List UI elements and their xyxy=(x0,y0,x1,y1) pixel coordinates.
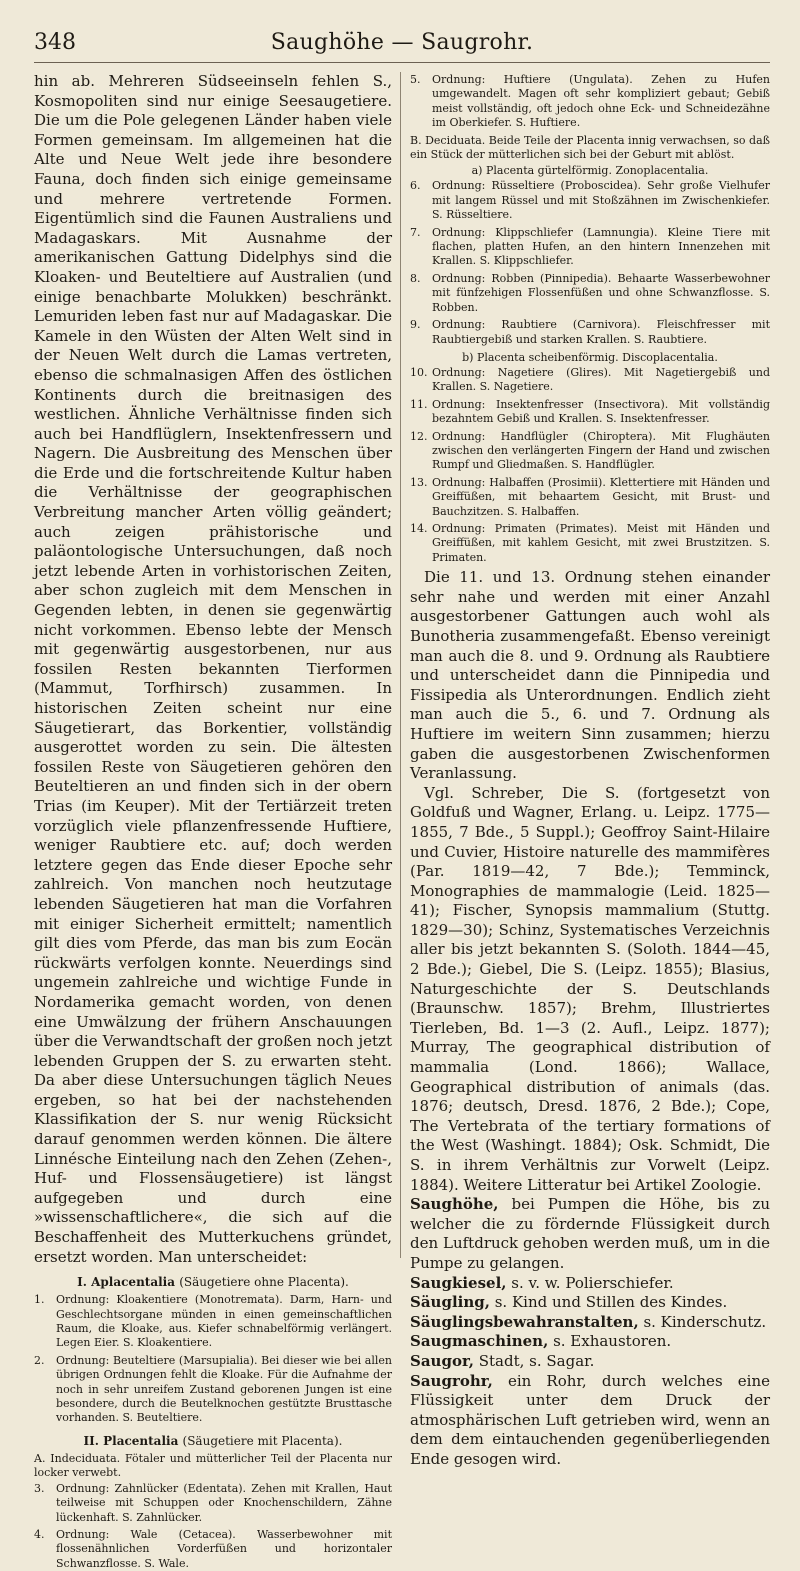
order-description: Ordnung: Handflügler (Chiroptera). Mit Flughäuten zwischen den verlängerten Fingern der Hand und zwischen Rumpf und Gliedmaßen. S. Handflügler. xyxy=(432,429,770,472)
page-header xyxy=(34,28,770,63)
order-item xyxy=(34,1482,392,1525)
summary-paragraph: Die 11. und 13. Ordnung stehen einander sehr nahe und werden mit einer Anzahl ausgestorbener Gattungen auch wohl als Bunotheria zusammengefaßt. Ebenso vereinigt man auch die 8. und 9. Ordnung als Raubtiere und unterscheidet dann die Pinnipedia und Fissipedia als Unterordnungen. Endlich zieht man auch die 5., 6. und 7. Ordnung als Huftiere im weitern Sinn zusammen; hierzu gaben die ausgestorbenen Zwischenformen Veranlassung. xyxy=(410,568,770,783)
entry-term: Säugling, xyxy=(410,1293,490,1312)
order-list xyxy=(34,1482,392,1571)
order-description: Ordnung: Robben (Pinnipedia). Behaarte Wasserbewohner mit fünfzehigen Flossenfüßen und ohne Schwanzflosse. S. Robben. xyxy=(432,271,770,314)
entry-term: Saugkiesel, xyxy=(410,1273,507,1292)
order-number: 11. xyxy=(410,397,428,411)
order-number: 5. xyxy=(410,73,421,86)
order-number: 14. xyxy=(410,521,428,535)
entry-term: Saugor, xyxy=(410,1351,474,1370)
section-note: (Säugetiere mit Placenta). xyxy=(182,1433,343,1448)
order-description: Ordnung: Nagetiere (Glires). Mit Nagetiergebiß und Krallen. S. Nagetiere. xyxy=(432,365,770,394)
order-description: Ordnung: Rüsseltiere (Proboscidea). Sehr große Vielhufer mit langem Rüssel und mit Stoßzähnen im Zwischenkiefer. S. Rüsseltiere. xyxy=(432,179,770,222)
order-description: Ordnung: Halbaffen (Prosimii). Klettertiere mit Händen und Greiffüßen, mit behaartem Gesicht, mit Brust- und Bauchzitzen. S. Halbaffen. xyxy=(432,475,770,518)
entry-term: Saugrohr, xyxy=(410,1371,493,1390)
page-number: 348 xyxy=(34,30,76,55)
section-numeral: II. xyxy=(83,1433,99,1448)
group-deciduata: B. Deciduata. Beide Teile der Placenta innig verwachsen, so daß ein Stück der mütterlichen sich bei der Geburt mit ablöst. xyxy=(410,133,770,162)
entry-term: Säuglingsbewahranstalten, xyxy=(410,1312,639,1331)
entry-definition: Stadt, s. Sagar. xyxy=(473,1351,595,1370)
column-divider xyxy=(400,72,401,1258)
order-item xyxy=(410,318,770,347)
order-number: 9. xyxy=(410,318,421,332)
entry-definition: s. Kinderschutz. xyxy=(638,1312,767,1331)
order-list xyxy=(410,73,770,131)
section-numeral: I. xyxy=(77,1275,87,1290)
order-number: 12. xyxy=(410,429,428,443)
entry-definition: s. v. w. Polierschiefer. xyxy=(506,1273,674,1292)
order-list xyxy=(34,1293,392,1426)
order-number: 3. xyxy=(34,1481,45,1495)
dictionary-entry xyxy=(410,1313,770,1333)
section-heading-aplacentalia xyxy=(34,1273,392,1291)
order-description: Ordnung: Insektenfresser (Insectivora). Mit vollständig bezahntem Gebiß und Krallen. S. Insektenfresser. xyxy=(432,397,770,426)
order-description: Ordnung: Klippschliefer (Lamnungia). Kleine Tiere mit flachen, platten Hufen, an den hintern Innenzehen mit Krallen. S. Klippschliefer. xyxy=(432,225,770,268)
order-list xyxy=(410,366,770,565)
dictionary-entry xyxy=(410,1372,770,1470)
dictionary-entry xyxy=(410,1293,770,1313)
entry-definition: ein Rohr, durch welches eine Flüssigkeit unter dem Druck der atmosphärischen Luft getrieben wird, wenn an dem dem eintauchenden gegenüberliegenden Ende gesogen wird. xyxy=(410,1371,770,1468)
entry-list xyxy=(410,1195,770,1469)
order-item xyxy=(34,1354,392,1426)
order-description: Ordnung: Huftiere (Ungulata). Zehen zu Hufen umgewandelt. Magen oft sehr kompliziert gebaut; Gebiß meist vollständig, oft jedoch ohne Eck- und Schneidezähne im Oberkiefer. S. Huftiere. xyxy=(432,73,770,130)
order-item xyxy=(410,522,770,565)
entry-definition: bei Pumpen die Höhe, bis zu welcher die zu fördernde Flüssigkeit durch den Luftdruck gehoben werden muß, um in die Pumpe zu gelangen. xyxy=(410,1195,770,1272)
intro-paragraph: hin ab. Mehreren Südseeinseln fehlen S., Kosmopoliten sind nur einige Seesaugetiere. Die um die Pole gelegenen Länder haben viele Formen gemeinsam. Im allgemeinen hat die Alte und Neue Welt jede ihre besondere Fauna, doch finden sich einige gemeinsame und mehrere vertretende Formen. Eigentümlich sind die Faunen Australiens und Madagaskars. Mit Ausnahme der amerikanischen Gattung Didelphys sind die Kloaken- und Beuteltiere auf Australien (und einige benachbarte Molukken) beschränkt. Lemuriden leben fast nur auf Madagaskar. Die Kamele in den Wüsten der Alten Welt sind in der Neuen Welt durch die Lamas vertreten, ebenso die schmalnasigen Affen des östlichen Kontinents durch die breitnasigen des westlichen. Ähnliche Verhältnisse finden sich auch bei Handflüglern, Insektenfressern und Nagern. Die Ausbreitung des Menschen über die Erde und die fortschreitende Kultur haben die Verhältnisse der geographischen Verbreitung mancher Arten völlig geändert; auch zeigen prähistorische und paläontologische Untersuchungen, daß noch jetzt lebende Arten in vorhistorischen Zeiten, aber schon zugleich mit dem Menschen in Gegenden lebten, in denen sie gegenwärtig nicht vorkommen. Ebenso lebte der Mensch mit gegenwärtig ausgestorbenen, nur aus fossilen Resten bekannten Tierformen (Mammut, Torfhirsch) zusammen. In historischen Zeiten scheint nur eine Säugetierart, das Borkentier, vollständig ausgerottet worden zu sein. Die ältesten fossilen Reste von Säugetieren gehören den Beuteltieren an und finden sich in der obern Trias (im Keuper). Mit der Tertiärzeit treten vorzüglich viele pflanzenfressende Huftiere, weniger Raubtiere etc. auf; doch werden letztere gegen das Ende dieser Epoche sehr zahlreich. Von manchen noch heutzutage lebenden Säugetieren hat man die Vorfahren mit einiger Sicherheit ermittelt; namentlich gilt dies vom Pferde, das man bis zum Eocän rückwärts verfolgen konnte. Neuerdings sind ungemein zahlreiche und wichtige Funde in Nordamerika gemacht worden, von denen eine Umwälzung der frühern Anschauungen über die Verwandtschaft der großen noch jetzt lebenden Gruppen der S. zu erwarten steht. Da aber diese Untersuchungen täglich Neues ergeben, so hat bei der nachstehenden Klassifikation der S. nur wenig Rücksicht darauf genommen werden können. Die ältere Linnésche Einteilung nach den Zehen (Zehen-, Huf- und Flossensäugetiere) ist längst aufgegeben und durch eine »wissenschaftlichere«, die sich auf die Beschaffenheit des Mutterkuchens gründet, ersetzt worden. Man unterscheidet: xyxy=(34,72,392,1266)
dictionary-entry xyxy=(410,1274,770,1294)
order-description: Ordnung: Raubtiere (Carnivora). Fleischfresser mit Raubtiergebiß und starken Krallen. S. Raubtiere. xyxy=(432,318,770,346)
section-note: (Säugetiere ohne Placenta). xyxy=(179,1275,349,1290)
order-description: Ordnung: Primaten (Primates). Meist mit Händen und Greiffüßen, mit kahlem Gesicht, mit zwei Brustzitzen. S. Primaten. xyxy=(432,521,770,564)
order-description: Ordnung: Beuteltiere (Marsupialia). Bei dieser wie bei allen übrigen Ordnungen fehlt die Kloake. Für die Aufnahme der noch in sehr unreifem Zustand geborenen Jungen ist eine besondere, durch die Beutelknochen gestützte Brusttasche vorhanden. S. Beuteltiere. xyxy=(56,1353,392,1425)
order-number: 6. xyxy=(410,179,421,193)
right-column xyxy=(410,72,770,1468)
dictionary-page xyxy=(34,28,770,1570)
order-item xyxy=(34,1293,392,1351)
order-number: 4. xyxy=(34,1527,45,1541)
order-number: 2. xyxy=(34,1353,45,1367)
order-item xyxy=(410,73,770,131)
order-item xyxy=(410,366,770,395)
order-item xyxy=(410,398,770,427)
section-title: Placentalia xyxy=(103,1433,179,1448)
order-number: 7. xyxy=(410,225,421,239)
dictionary-entry xyxy=(410,1352,770,1372)
dictionary-entry xyxy=(410,1195,770,1273)
entry-term: Saugmaschinen, xyxy=(410,1332,549,1351)
order-list xyxy=(410,179,770,346)
order-description: Ordnung: Wale (Cetacea). Wasserbewohner mit flossenähnlichen Vorderfüßen und horizontaler Schwanzflosse. S. Wale. xyxy=(56,1527,392,1570)
entry-definition: s. Exhaustoren. xyxy=(548,1332,672,1351)
order-description: Ordnung: Kloakentiere (Monotremata). Darm, Harn- und Geschlechtsorgane münden in einen gemeinschaftlichen Raum, die Kloake, aus. Kiefer schnabelförmig verlängert. Legen Eier. S. Kloakentiere. xyxy=(56,1293,392,1350)
order-item xyxy=(410,226,770,269)
left-column xyxy=(34,72,392,1570)
order-number: 13. xyxy=(410,475,428,489)
entry-definition: s. Kind und Stillen des Kindes. xyxy=(489,1293,728,1312)
order-description: Ordnung: Zahnlücker (Edentata). Zehen mit Krallen, Haut teilweise mit Schuppen oder Knochenschildern, Zähne lückenhaft. S. Zahnlücker. xyxy=(56,1481,392,1524)
subgroup-discoplacentalia: b) Placenta scheibenförmig. Discoplacentalia. xyxy=(462,350,718,364)
order-item xyxy=(34,1528,392,1571)
entry-term: Saughöhe, xyxy=(410,1195,499,1214)
section-title: Aplacentalia xyxy=(91,1275,176,1290)
order-item xyxy=(410,430,770,473)
order-number: 8. xyxy=(410,271,421,285)
section-heading-placentalia xyxy=(34,1432,392,1450)
literature-paragraph: Vgl. Schreber, Die S. (fortgesetzt von Goldfuß und Wagner, Erlang. u. Leipz. 1775—1855, 7 Bde., 5 Suppl.); Geoffroy Saint-Hilaire und Cuvier, Histoire naturelle des mammifères (Par. 1819—42, 7 Bde.); Temminck, Monographies de mammalogie (Leid. 1825—41); Fischer, Synopsis mammalium (Stuttg. 1829—30); Schinz, Systematisches Verzeichnis aller bis jetzt bekannten S. (Soloth. 1844—45, 2 Bde.); Giebel, Die S. (Leipz. 1855); Blasius, Naturgeschichte der S. Deutschlands (Braunschw. 1857); Brehm, Illustriertes Tierleben, Bd. 1—3 (2. Aufl., Leipz. 1877); Murray, The geographical distribution of mammalia (Lond. 1866); Wallace, Geographical distribution of animals (das. 1876; deutsch, Dresd. 1876, 2 Bde.); Cope, The Vertebrata of the tertiary formations of the West (Washingt. 1884); Osk. Schmidt, Die S. in ihrem Verhältnis zur Vorwelt (Leipz. 1884). Weitere Litteratur bei Artikel Zoologie. xyxy=(410,783,770,1194)
dictionary-entry xyxy=(410,1332,770,1352)
subgroup-zonoplacentalia: a) Placenta gürtelförmig. Zonoplacentalia. xyxy=(471,164,709,178)
order-number: 10. xyxy=(410,365,428,379)
order-item xyxy=(410,272,770,315)
order-number: 1. xyxy=(34,1293,45,1307)
group-indeciduata: A. Indeciduata. Fötaler und mütterlicher Teil der Placenta nur locker verwebt. xyxy=(34,1451,392,1480)
order-item xyxy=(410,179,770,222)
text-columns xyxy=(34,72,770,1570)
running-head: Saughöhe — Saugrohr. xyxy=(270,30,534,55)
order-item xyxy=(410,476,770,519)
